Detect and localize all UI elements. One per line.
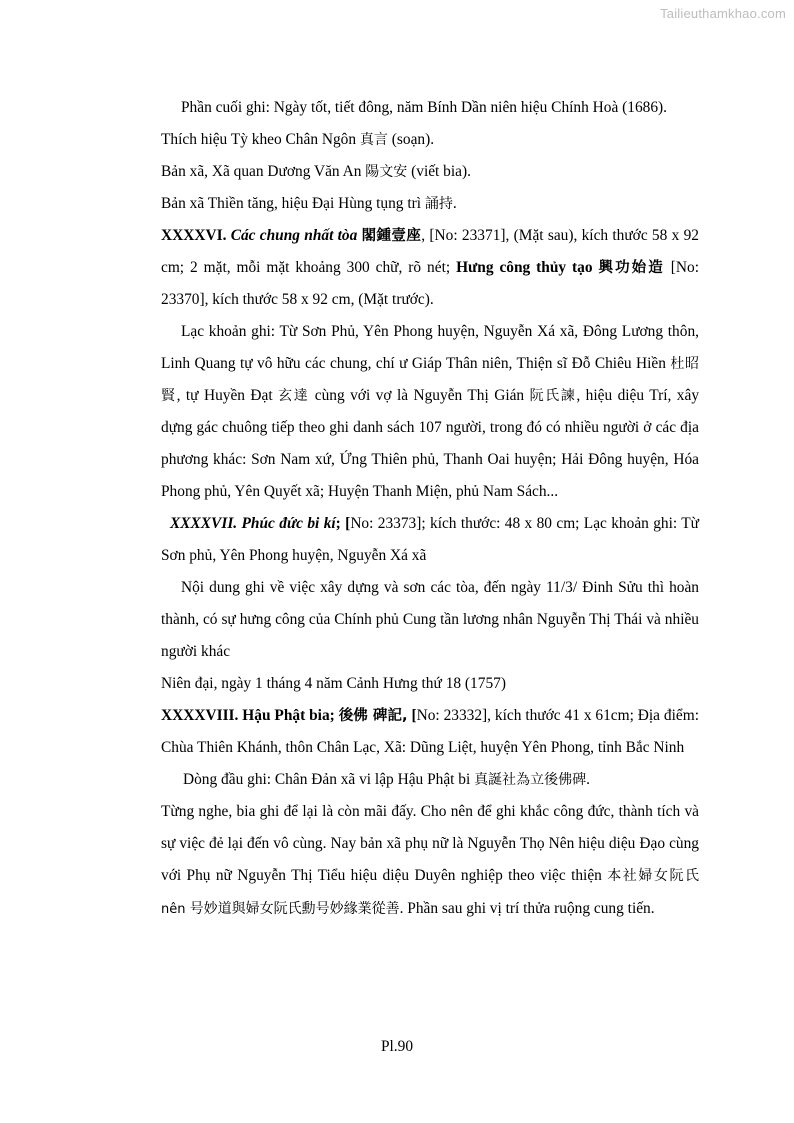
text: Bản xã Thiền tăng, hiệu Đại Hùng tụng trì — [161, 195, 425, 212]
text: Dòng đầu ghi: Chân Đản xã vi lập Hậu Phật bi — [183, 771, 475, 788]
text: Lạc khoản ghi: Từ Sơn Phủ, Yên Phong huyện, Nguyễn Xá xã, Đông Lương thôn, Linh Quang tự vô hữu các chung, chí ư Giáp Thân niên, Thiện sĩ Đỗ Chiêu Hiền — [161, 323, 699, 372]
text: Bản xã, Xã quan Dương Văn An — [161, 163, 366, 180]
entry-body-38 — [161, 796, 699, 926]
text: Thích hiệu Tỳ kheo Chân Ngôn — [161, 131, 360, 148]
text: . — [586, 771, 590, 788]
han-text: 真誕社為立後佛碑 — [474, 772, 587, 788]
entry-heading-36 — [161, 220, 699, 316]
entry-title: Các chung nhất tòa — [230, 227, 358, 244]
entry-date-37: Niên đại, ngày 1 tháng 4 năm Cảnh Hưng thứ 18 (1757) — [161, 675, 506, 692]
text: . Phần sau ghi vị trí thửa ruộng cung tiến. — [399, 900, 655, 917]
entry-description: , [No: 23371], (Mặt sau), kích thước 58 x 92 cm; 2 mặt, mỗi mặt khoảng 300 chữ, rõ nét; — [161, 227, 699, 276]
entry-heading-38 — [161, 700, 699, 764]
entry-description-2: [No: 23370], kích thước 58 x 92 cm, (Mặt trước). — [161, 259, 699, 308]
entry-body-37: Nội dung ghi về việc xây dựng và sơn các tòa, đến ngày 11/3/ Đinh Sửu thì hoàn thành, có sự hưng công của Chính phủ Cung tần lương nhân Nguyễn Thị Thái và nhiều người khác — [161, 579, 699, 660]
han-text: 陽文安 — [365, 164, 408, 180]
entry-title-2: Hưng công thủy tạo — [456, 259, 593, 276]
entry-first-line-38 — [161, 764, 699, 796]
text: . — [452, 195, 457, 212]
han-text: 真言 — [359, 132, 388, 148]
han-text: 本社婦女阮氏 — [607, 868, 699, 884]
separator: ; — [335, 515, 341, 532]
document-body — [161, 92, 699, 926]
entry-description: No: 23373]; kích thước: 48 x 80 cm; Lạc khoản ghi: Từ Sơn phủ, Yên Phong huyện, Nguyễn Xá xã — [161, 515, 699, 564]
text: (soạn). — [387, 131, 435, 148]
entry-title: Hậu Phật bia; — [242, 707, 335, 724]
han-text: 阮氏諫 — [529, 388, 577, 404]
entry-description: No: 23332], kích thước 41 x 61cm; Địa điểm: Chùa Thiên Khánh, thôn Chân Lạc, Xã: Dũng Liệt, huyện Yên Phong, tỉnh Bắc Ninh — [161, 707, 699, 756]
text: Từng nghe, bia ghi để lại là còn mãi đấy. Cho nên để ghi khắc công đức, thành tích và sự việc đẻ lại đến vô cùng. Nay bản xã phụ nữ là Nguyễn Thọ Nên hiệu diệu Đạo cùng với Phụ nữ Nguyễn Thị Tiểu hiệu diệu Duyên nghiệp theo việc thiện — [161, 803, 699, 884]
paragraph-monk — [161, 188, 699, 220]
entry-title: Phúc đức bi kí — [241, 515, 336, 532]
page-number: Pl.90 — [380, 1038, 414, 1055]
text: , tự Huyền Đạt — [176, 387, 279, 404]
entry-numeral: XXXXVIII. — [161, 707, 239, 724]
entry-title-han: 後佛 碑記, — [338, 708, 408, 724]
han-text: 杜昭賢 — [161, 356, 699, 404]
entry-numeral: XXXXVII. — [170, 515, 238, 532]
entry-numeral: XXXXVI. — [161, 227, 227, 244]
han-text: 玄達 — [278, 388, 310, 404]
text: (viết bia). — [407, 163, 471, 180]
bracket: [ — [407, 707, 417, 724]
han-text: 誦持 — [424, 196, 453, 212]
paragraph-colophon: Phần cuối ghi: Ngày tốt, tiết đông, năm Bính Dần niên hiệu Chính Hoà (1686). — [181, 99, 668, 116]
entry-body-36 — [161, 316, 699, 508]
text: , hiệu diệu Trí, xây dựng gác chuông tiếp theo ghi danh sách 107 người, trong đó có nhiều người ở các địa phương khác: Sơn Nam xứ, Ứng Thiên phủ, Thanh Oai huyện; Hải Đông huyện, Hóa Phong phủ, Yên Quyết xã; Huyện Thanh Miện, phủ Nam Sách... — [161, 387, 700, 500]
entry-heading-37 — [161, 508, 699, 572]
text: cùng với vợ là Nguyễn Thị Gián — [309, 387, 530, 404]
paragraph-writer — [161, 156, 699, 188]
entry-title-2-han: 興功始造 — [598, 260, 665, 276]
entry-title-han: 閣鍾壹座 — [361, 228, 422, 244]
paragraph-author — [161, 124, 699, 156]
han-text: 号妙道與婦女阮氏勳号妙緣業從善 — [189, 901, 400, 917]
text: nên — [161, 902, 190, 917]
watermark: Tailieuthamkhao.com — [660, 6, 786, 21]
bracket: [ — [340, 515, 351, 532]
